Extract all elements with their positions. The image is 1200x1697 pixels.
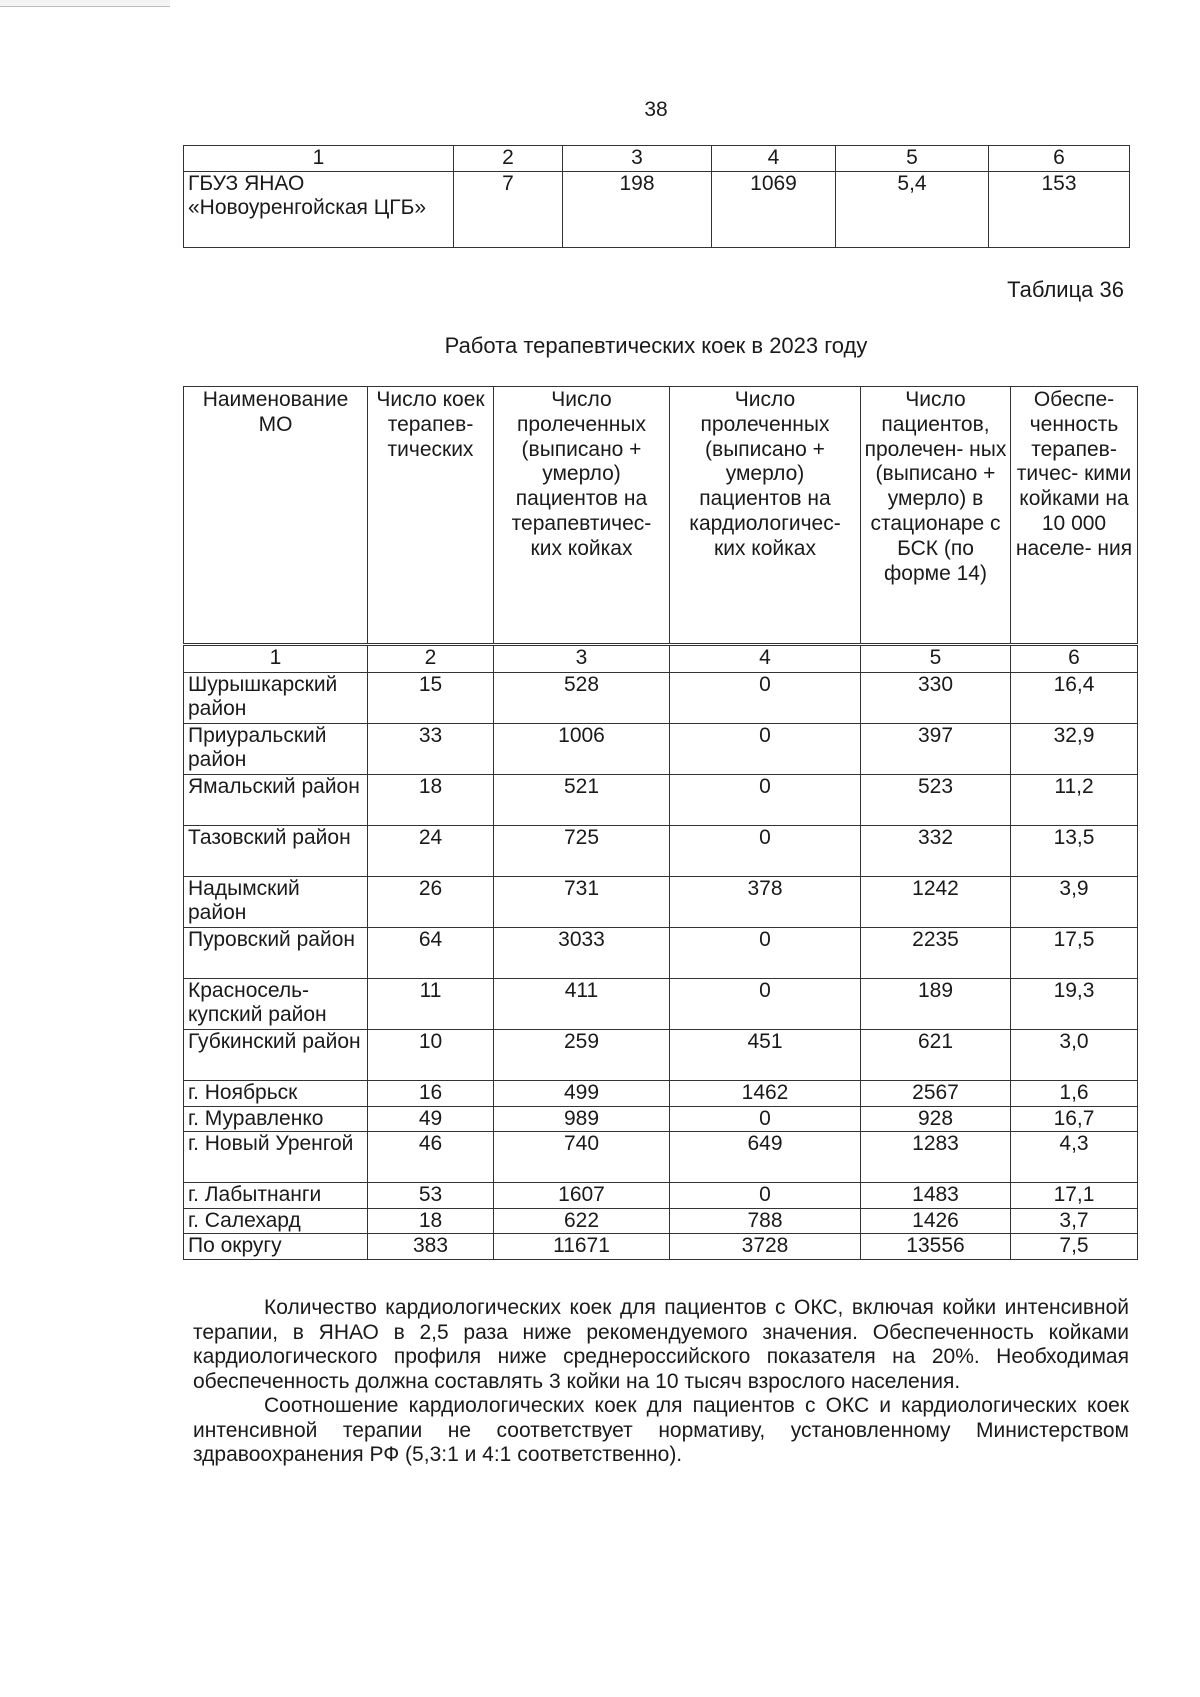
table-row [184,1030,1138,1081]
beds-cell: 383 [368,1234,494,1260]
continuation-header-row [184,146,1130,172]
bsk-patients-cell: 928 [861,1106,1011,1132]
bsk-patients-cell: 330 [861,673,1011,724]
beds-cell: 18 [368,1208,494,1234]
column-number: 1 [184,645,368,673]
beds-cell: 7 [454,172,563,248]
header-cell: 4 [712,146,836,172]
bsk-patients-cell: 2235 [861,928,1011,979]
total-row [184,1234,1138,1260]
value-cell: 153 [989,172,1130,248]
therapy-treated-cell: 411 [494,979,670,1030]
table-row [184,928,1138,979]
header-cell: 6 [989,146,1130,172]
cardio-treated-cell: 649 [670,1132,861,1183]
mo-name-cell: ГБУЗ ЯНАО «Новоуренгойская ЦГБ» [184,172,454,248]
table-row [184,1106,1138,1132]
mo-name-cell: г. Салехард [184,1208,368,1234]
column-number: 5 [861,645,1011,673]
mo-name-cell: Губкинский район [184,1030,368,1081]
continuation-table [183,145,1130,248]
therapy-treated-cell: 1607 [494,1183,670,1209]
therapy-treated-cell: 499 [494,1081,670,1107]
beds-per-10000-cell: 3,0 [1011,1030,1138,1081]
beds-per-10000-cell: 32,9 [1011,724,1138,775]
therapy-treated-cell: 1006 [494,724,670,775]
table-row [184,1208,1138,1234]
column-number: 6 [1011,645,1138,673]
mo-name-cell: Надымский район [184,877,368,928]
bsk-patients-cell: 1483 [861,1183,1011,1209]
therapy-treated-cell: 989 [494,1106,670,1132]
column-header: Число пациентов, пролечен- ных (выписано + умерло) в стационаре с БСК (по форме 14) [861,387,1011,645]
column-header: Наименование МО [184,387,368,645]
header-cell: 1 [184,146,454,172]
beds-per-10000-cell: 3,9 [1011,877,1138,928]
bsk-patients-cell: 1426 [861,1208,1011,1234]
therapy-treated-cell: 11671 [494,1234,670,1260]
therapy-treated-cell: 521 [494,775,670,826]
beds-cell: 18 [368,775,494,826]
column-header: Число коек терапев- тических [368,387,494,645]
bsk-patients-cell: 397 [861,724,1011,775]
therapy-treated-cell: 725 [494,826,670,877]
table-row [184,775,1138,826]
scan-corner-mark [0,0,170,7]
bsk-patients-cell: 332 [861,826,1011,877]
column-number: 4 [670,645,861,673]
therapy-treated-cell: 3033 [494,928,670,979]
mo-name-cell: г. Муравленко [184,1106,368,1132]
beds-cell: 10 [368,1030,494,1081]
cardio-treated-cell: 451 [670,1030,861,1081]
bsk-patients-cell: 1283 [861,1132,1011,1183]
beds-cell: 46 [368,1132,494,1183]
header-cell: 2 [454,146,563,172]
table-row [184,877,1138,928]
table-row [184,826,1138,877]
bsk-patients-cell: 2567 [861,1081,1011,1107]
table-label: Таблица 36 [1007,277,1124,302]
beds-cell: 49 [368,1106,494,1132]
cardio-treated-cell: 0 [670,724,861,775]
value-cell: 1069 [712,172,836,248]
mo-name-cell: Тазовский район [184,826,368,877]
bsk-patients-cell: 189 [861,979,1011,1030]
cardio-treated-cell: 0 [670,1183,861,1209]
beds-cell: 64 [368,928,494,979]
beds-cell: 24 [368,826,494,877]
mo-name-cell: г. Лабытнанги [184,1183,368,1209]
column-number-row [184,645,1138,673]
bsk-patients-cell: 1242 [861,877,1011,928]
table-row [184,172,1130,248]
therapeutic-beds-table [183,386,1138,1260]
mo-name-cell: г. Новый Уренгой [184,1132,368,1183]
cardio-treated-cell: 378 [670,877,861,928]
beds-per-10000-cell: 19,3 [1011,979,1138,1030]
table-header-row [184,387,1138,645]
beds-per-10000-cell: 17,5 [1011,928,1138,979]
table-row [184,724,1138,775]
bsk-patients-cell: 523 [861,775,1011,826]
cardio-treated-cell: 788 [670,1208,861,1234]
cardio-treated-cell: 0 [670,979,861,1030]
bsk-patients-cell: 13556 [861,1234,1011,1260]
therapy-treated-cell: 622 [494,1208,670,1234]
mo-name-cell: Шурышкарский район [184,673,368,724]
table-row [184,1132,1138,1183]
therapy-treated-cell: 731 [494,877,670,928]
table-title: Работа терапевтических коек в 2023 году [444,333,868,358]
value-cell: 198 [563,172,712,248]
beds-cell: 11 [368,979,494,1030]
body-text [193,1296,1129,1468]
beds-cell: 53 [368,1183,494,1209]
beds-per-10000-cell: 16,7 [1011,1106,1138,1132]
therapy-treated-cell: 740 [494,1132,670,1183]
cardio-treated-cell: 0 [670,928,861,979]
beds-per-10000-cell: 11,2 [1011,775,1138,826]
mo-name-cell: По округу [184,1234,368,1260]
mo-name-cell: г. Ноябрьск [184,1081,368,1107]
beds-per-10000-cell: 16,4 [1011,673,1138,724]
paragraph: Соотношение кардиологических коек для пациентов с ОКС и кардиологических коек интенсивной терапии не соответствует нормативу, установленному Министерством здравоохранения РФ (5,3:1 и 4:1 соответственно). [193,1394,1129,1466]
table-row [184,979,1138,1030]
cardio-treated-cell: 0 [670,673,861,724]
column-number: 3 [494,645,670,673]
cardio-treated-cell: 3728 [670,1234,861,1260]
beds-cell: 16 [368,1081,494,1107]
page-number: 38 [644,98,668,121]
cardio-treated-cell: 0 [670,826,861,877]
mo-name-cell: Приуральский район [184,724,368,775]
therapy-treated-cell: 528 [494,673,670,724]
mo-name-cell: Красносель- купский район [184,979,368,1030]
mo-name-cell: Пуровский район [184,928,368,979]
cardio-treated-cell: 0 [670,775,861,826]
table-row [184,673,1138,724]
header-cell: 5 [836,146,989,172]
beds-per-10000-cell: 4,3 [1011,1132,1138,1183]
table-row [184,1183,1138,1209]
column-header: Число пролеченных (выписано + умерло) пациентов на терапевтичес- ких койках [494,387,670,645]
beds-per-10000-cell: 17,1 [1011,1183,1138,1209]
beds-per-10000-cell: 1,6 [1011,1081,1138,1107]
beds-per-10000-cell: 3,7 [1011,1208,1138,1234]
value-cell: 5,4 [836,172,989,248]
bsk-patients-cell: 621 [861,1030,1011,1081]
column-number: 2 [368,645,494,673]
column-header: Число пролеченных (выписано + умерло) пациентов на кардиологичес- ких койках [670,387,861,645]
header-cell: 3 [563,146,712,172]
therapy-treated-cell: 259 [494,1030,670,1081]
mo-name-cell: Ямальский район [184,775,368,826]
paragraph: Количество кардиологических коек для пациентов с ОКС, включая койки интенсивной терапии, в ЯНАО в 2,5 раза ниже рекомендуемого значения. Обеспеченность койками кардиологического профиля ниже среднероссийского показателя на 20%. Необходимая обеспеченность должна составлять 3 койки на 10 тысяч взрослого населения. [193,1296,1129,1393]
column-header: Обеспе- ченность терапев- тичес- кими койками на 10 000 населе- ния [1011,387,1138,645]
beds-cell: 33 [368,724,494,775]
cardio-treated-cell: 0 [670,1106,861,1132]
table-row [184,1081,1138,1107]
beds-cell: 15 [368,673,494,724]
beds-per-10000-cell: 13,5 [1011,826,1138,877]
beds-per-10000-cell: 7,5 [1011,1234,1138,1260]
beds-cell: 26 [368,877,494,928]
cardio-treated-cell: 1462 [670,1081,861,1107]
